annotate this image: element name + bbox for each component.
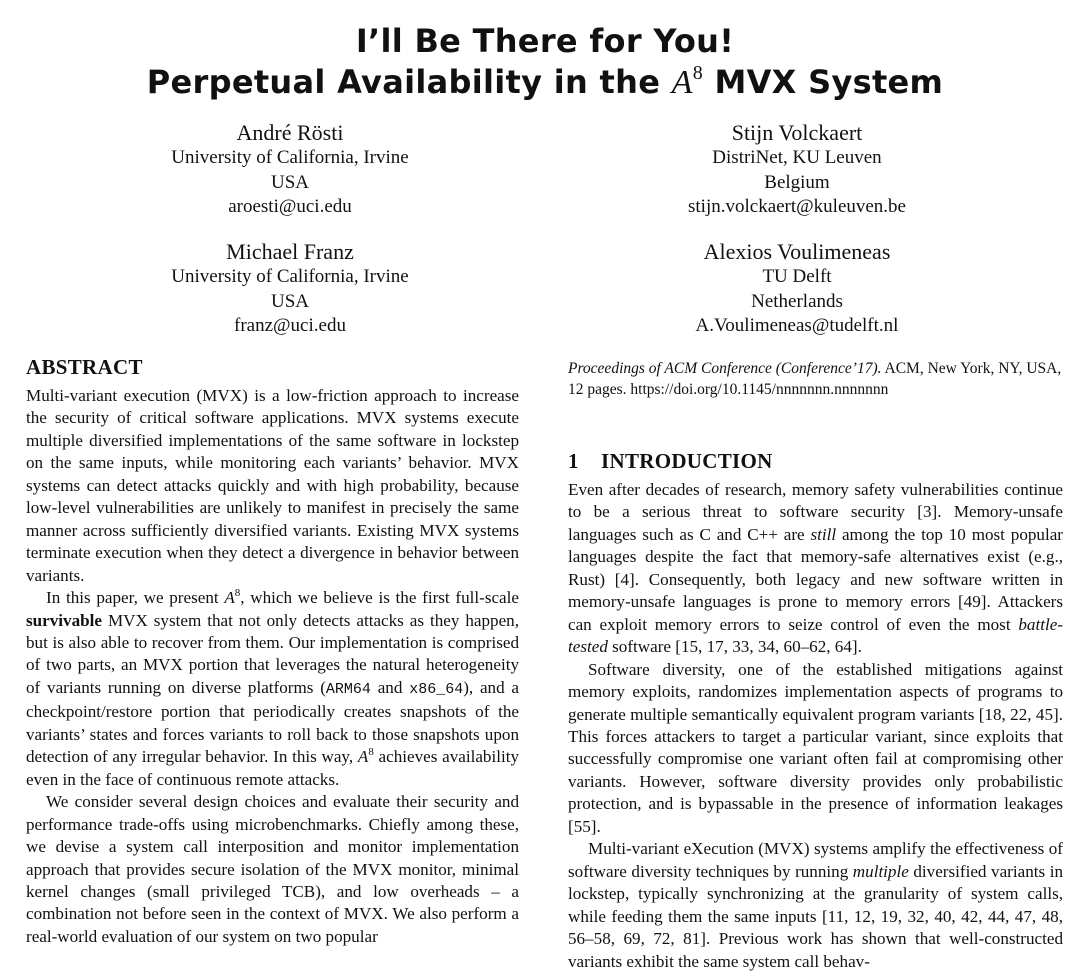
introduction-body	[568, 479, 1063, 973]
proceedings-details: ACM, New York, NY, USA, 12 pages. https://doi.org/10.1145/nnnnnnn.nnnnnnn	[568, 360, 1062, 398]
text-run: Multi-variant eXecution (MVX) systems amplify the effectiveness of software diversity techniques by running	[568, 839, 1063, 881]
author-email: A.Voulimeneas@tudelft.nl	[695, 315, 899, 336]
intro-paragraph-2: Software diversity, one of the established mitigations against memory exploits, randomizes implementation aspects of programs to generate multiple semantically equivalent program variants [18, 22, 45]. This forces attackers to target a particular variant, since exploits that successfully compromise one variant often fail at compromising other variants. However, software diversity provides only probabilistic protection, and is bypassable in the presence of information leakages [55].	[568, 659, 1063, 836]
emphasis-multiple: multiple	[852, 861, 909, 881]
abstract-paragraph-3: We consider several design choices and evaluate their security and performance trade-offs using microbenchmarks. Chiefly among these, we devise a system call interposition and monitor implementation approach that provides secure isolation of the MVX monitor, minimal kernel changes (small privileged TCB), and low overheads – a combination not before seen in the context of MVX. We also perform a real-world evaluation of our system on two popular	[26, 792, 519, 946]
section-title: 1 INTRODUCTION	[568, 449, 773, 473]
author-affiliation: University of California, Irvine	[171, 266, 409, 287]
system-name-a: A	[224, 588, 235, 608]
author-block-voulimeneas	[597, 239, 997, 339]
emphasis-still: still	[810, 524, 837, 544]
proceedings-reference	[568, 358, 1064, 400]
bold-term-survivable: survivable	[26, 610, 102, 630]
emphasis-battle-tested: battle-tested	[568, 614, 1063, 657]
text-run: , which we believe is the first full-scale	[240, 588, 519, 608]
intro-paragraph-3	[568, 838, 1063, 973]
text-run: ), and a checkpoint/restore portion that periodically creates snapshots of the variants’ states and forces variants to roll back to those snapshots upon detection of any irregular behavior. In this way,	[26, 677, 520, 767]
code-arm64: ARM64	[325, 680, 371, 698]
system-name-superscript: 8	[234, 587, 241, 600]
title-a8-superscript: 8	[692, 62, 704, 84]
title-line-2-suffix: MVX System	[703, 63, 944, 101]
author-country: USA	[270, 171, 309, 193]
author-country: Belgium	[764, 171, 830, 193]
text-run: MVX system that not only detects attacks as they happen, but is also able to recover from them. Our implementation is comprised of two parts, an MVX portion that leverages the natural heterogeneity of variants running on diverse platforms (	[26, 610, 519, 697]
text-run: software [15, 17, 33, 34, 60–62, 64].	[607, 637, 862, 657]
abstract-body	[26, 385, 519, 948]
introduction-heading	[568, 448, 773, 474]
title-line-2	[0, 62, 1090, 103]
author-affiliation: University of California, Irvine	[171, 147, 409, 168]
intro-paragraph-1	[568, 479, 1063, 659]
author-country: Netherlands	[751, 290, 843, 312]
text-run: among the top 10 most popular languages despite the fact that memory-safe alternatives exist (e.g., Rust) [4]. Consequently, both legacy and new software written in memory-unsafe languages is prone to memory errors [49]. Attackers can exploit memory errors to seize control of even the most	[568, 524, 1063, 634]
author-email: franz@uci.edu	[234, 315, 346, 336]
author-block-franz	[90, 239, 490, 339]
author-name: Stijn Volckaert	[731, 120, 863, 145]
author-name: André Rösti	[236, 120, 344, 145]
paper-title	[0, 21, 1090, 103]
author-country: USA	[270, 290, 309, 312]
author-block-volckaert	[597, 120, 997, 220]
author-name: Alexios Voulimeneas	[703, 239, 891, 264]
title-line-1: I’ll Be There for You!	[355, 22, 735, 60]
text-run: achieves availability even in the face of continuous remote attacks.	[26, 747, 520, 789]
system-name-superscript: 8	[368, 746, 374, 759]
text-run: and	[370, 677, 410, 697]
abstract-paragraph-2	[26, 587, 519, 791]
author-email: aroesti@uci.edu	[228, 196, 352, 217]
text-run: In this paper, we present	[46, 588, 225, 608]
code-x86-64: x86_64	[409, 680, 464, 698]
text-run: diversified variants in lockstep, typically synchronizing at the granularity of system calls, while feeding them the same inputs [11, 12, 19, 32, 40, 42, 44, 47, 48, 56–58, 69, 72, 81]. Previous work has shown that well-constructed variants exhibit the same system call behav-	[568, 861, 1063, 971]
author-affiliation: TU Delft	[762, 266, 832, 287]
author-name: Michael Franz	[226, 239, 354, 264]
author-affiliation: DistriNet, KU Leuven	[712, 147, 882, 168]
title-a8-letter: A	[671, 64, 693, 101]
abstract-heading: ABSTRACT	[26, 355, 143, 379]
author-block-rosti	[90, 120, 490, 220]
system-name-a: A	[357, 747, 369, 767]
text-run: Even after decades of research, memory safety vulnerabilities continue to be a serious threat to software security [3]. Memory-unsafe languages such as C and C++ are	[568, 480, 1063, 544]
proceedings-venue: Proceedings of ACM Conference (Conference’17).	[568, 360, 882, 377]
title-line-2-prefix: Perpetual Availability in the	[146, 63, 672, 101]
author-email: stijn.volckaert@kuleuven.be	[688, 196, 906, 217]
abstract-paragraph-1: Multi-variant execution (MVX) is a low-friction approach to increase the security of critical software applications. MVX systems execute multiple diversified implementations of the same software in lockstep on the same inputs, while monitoring each variants’ behavior. MVX systems can detect attacks quickly and with high probability, because low-level vulnerabilities are unlikely to manifest in precisely the same manner across sufficiently diversified variants. Existing MVX systems terminate execution when they detect a divergence in behavior between variants.	[26, 386, 519, 585]
